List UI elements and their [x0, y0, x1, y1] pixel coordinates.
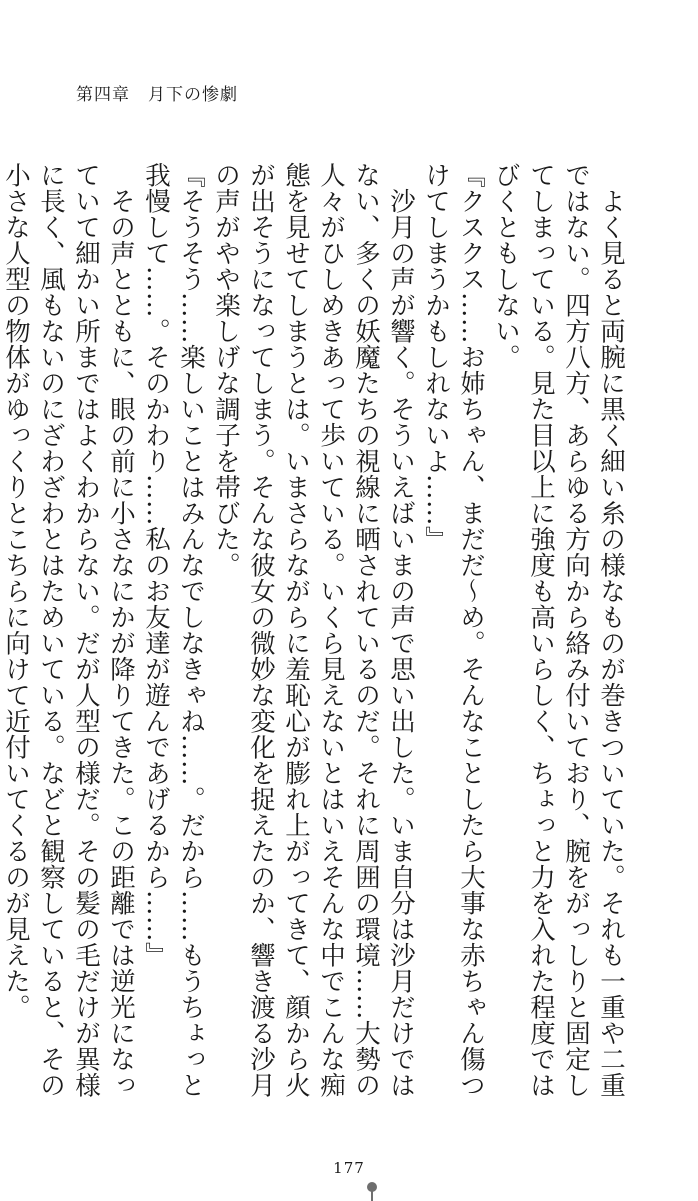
page-marker-icon: [367, 1182, 377, 1192]
dialogue-paragraph: 『クスクス……お姉ちゃん、まだだ～め。そんなことしたら大事な赤ちゃん傷つけてしまうかもしれないよ……』: [421, 162, 486, 1098]
dialogue-paragraph: 『そうそう……楽しいことはみんなでしなきゃね……。だから……もうちょっと我慢して……。そのかわり……私のお友達が遊んであげるから……』: [141, 162, 206, 1098]
body-text: [1, 162, 628, 1120]
paragraph: 沙月の声が響く。そういえばいまの声で思い出した。いま自分は沙月だけではない、多くの妖魔たちの視線に晒されているのだ。それに周囲の環境……大勢の人々がひしめきあって歩いている。いくら見えないとはいえそんな中でこんな痴態を見せてしまうとは。いまさらながらに羞恥心が膨れ上がってきて、顔から火が出そうになってしまう。そんな彼女の微妙な変化を捉えたのか、響き渡る沙月の声がやや楽しげな調子を帯びた。: [211, 162, 416, 1098]
running-head: 第四章 月下の惨劇: [76, 85, 238, 105]
page-number: 177: [333, 1159, 365, 1177]
paragraph: よく見ると両腕に黒く細い糸の様なものが巻きついていた。それも一重や二重ではない。四方八方、あらゆる方向から絡み付いており、腕をがっしりと固定してしまっている。見た目以上に強度も高いらしく、ちょっと力を入れた程度ではびくともしない。: [491, 162, 626, 1098]
paragraph: その声とともに、眼の前に小さなにかが降りてきた。この距離では逆光になっていて細かい所まではよくわからない。だが人型の様だ。その髪の毛だけが異様に長く、風もないのにざわざわとはためいている。などと観察していると、その小さな人型の物体がゆっくりとこちらに向けて近付いてくるのが見えた。: [1, 162, 136, 1098]
